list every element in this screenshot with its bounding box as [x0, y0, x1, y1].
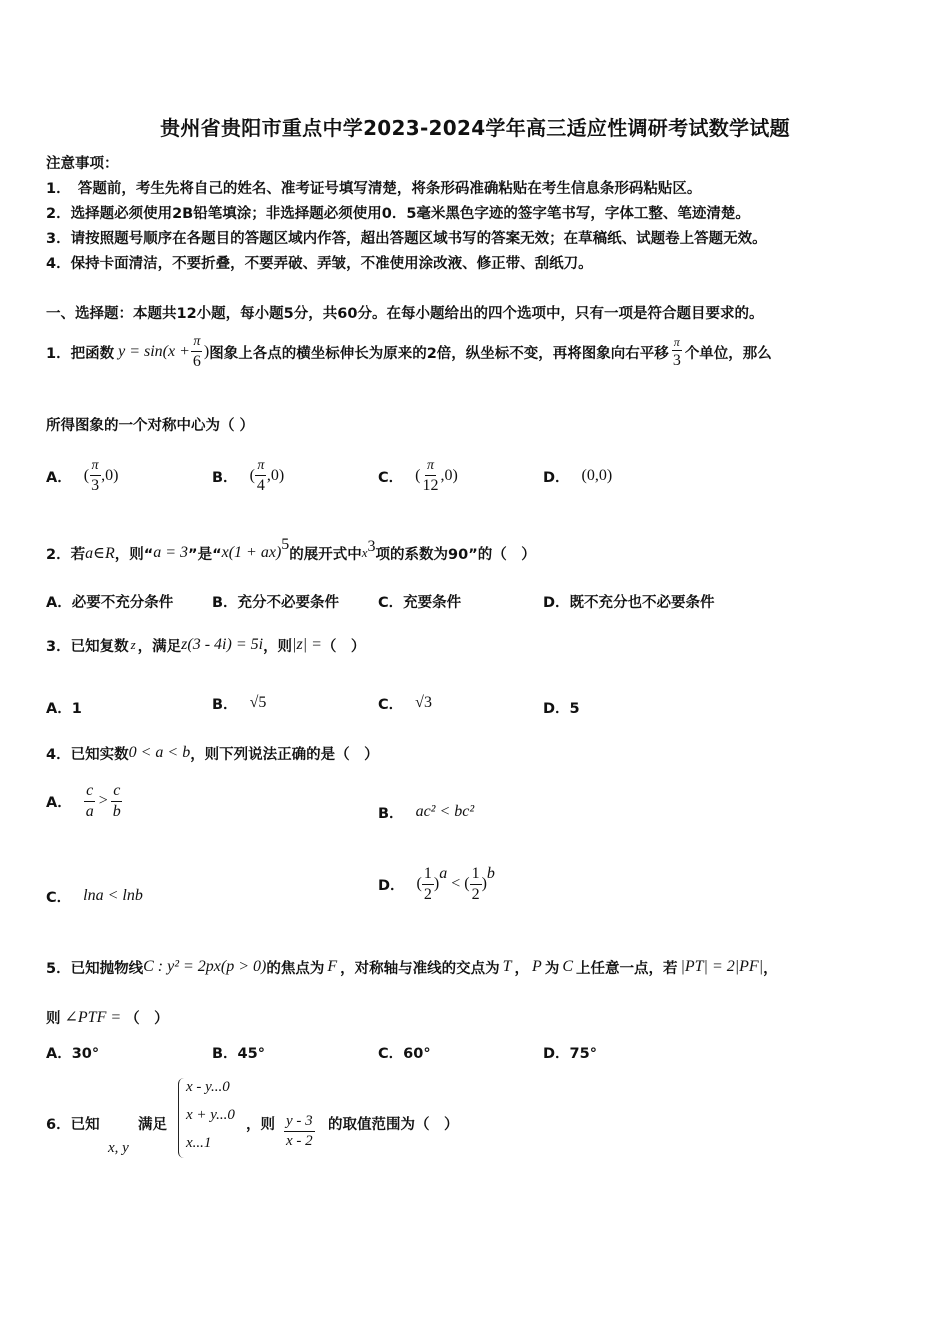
q6-variables: x, y	[108, 1140, 129, 1156]
notice-item: 3．请按照题号顺序在各题目的答题区域内作答，超出答题区域书写的答案无效；在草稿纸、试题卷上答题无效。	[46, 231, 767, 247]
q3-option-b[interactable]: B． √5	[212, 694, 267, 713]
question-5: 5．已知抛物线 C : y² = 2px(p > 0) 的焦点为 F ，对称轴与准线的交点为 T ， P 为 C 上任意一点，若 |PT| = 2|PF| ，	[46, 958, 778, 977]
q6-fraction: $\frac{y - 3}{x - 2}$	[286, 1113, 313, 1149]
q1-line2: 所得图象的一个对称中心为（ ）	[46, 418, 255, 434]
q2-condition: a∈R	[85, 545, 115, 562]
q5-option-d[interactable]: D．75°	[543, 1046, 597, 1062]
q5-parabola: C : y² = 2px(p > 0)	[143, 958, 267, 975]
q6-post-text: 的取值范围为（ ）	[328, 1117, 459, 1133]
question-2: 2．若 a∈R ，则“ a = 3 ”是“ x(1 + ax) $^5$ 的展开式中 x $^3$ 项的系数为90”的（ ）	[46, 536, 536, 563]
q1-option-a[interactable]: A． ( $\frac{\pi}{3}$ ,0)	[46, 457, 119, 494]
q4-option-d[interactable]: D． ( $\frac{1}{2}$ ) $^a$ < ( $\frac{1}{2}$ ) $^b$	[378, 864, 495, 903]
q1-middle-text: 图象上各点的横坐标伸长为原来的2倍，纵坐标不变，再将图象向右平移	[209, 345, 669, 362]
q3-option-c[interactable]: C． √3	[378, 694, 432, 713]
q6-constraint-1: x - y...0	[186, 1079, 230, 1095]
page-title: 贵州省贵阳市重点中学2023-2024学年高三适应性调研考试数学试题	[160, 116, 790, 140]
q2-equation: a = 3	[153, 544, 189, 561]
q2-expression: x(1 + ax)	[221, 544, 282, 561]
q2-option-c[interactable]: C．充要条件	[378, 595, 462, 611]
q5-line2: 则 ∠PTF = （ ）	[46, 1009, 169, 1027]
q6-constraint-2: x + y...0	[186, 1107, 235, 1123]
q1-post-text: 个单位，那么	[684, 345, 772, 362]
q1-option-c[interactable]: C． ( $\frac{\pi}{12}$ ,0)	[378, 457, 458, 494]
q6-then: ，则	[246, 1117, 275, 1133]
q1-pi-over-6: $\frac{\pi}{6}$	[192, 333, 201, 370]
q1-close-paren: )	[203, 343, 210, 360]
q2-option-d[interactable]: D．既不充分也不必要条件	[543, 595, 715, 611]
q6-satisfy: 满足	[138, 1117, 167, 1133]
q4-option-a[interactable]: A． $\frac{c}{a}$ > $\frac{c}{b}$	[46, 781, 121, 820]
q3-option-d[interactable]: D．5	[543, 701, 580, 717]
q2-option-a[interactable]: A．必要不充分条件	[46, 595, 174, 611]
q1-option-b[interactable]: B． ( $\frac{\pi}{4}$ ,0)	[212, 457, 285, 494]
q6-constraint-3: x...1	[186, 1135, 212, 1151]
q3-abs: |z| =	[292, 636, 322, 653]
notice-heading: 注意事项：	[46, 156, 119, 172]
notice-item: 4．保持卡面清洁，不要折叠，不要弄破、弄皱，不准使用涂改液、修正带、刮纸刀。	[46, 256, 593, 272]
section-heading: 一、选择题：本题共12小题，每小题5分，共60分。在每小题给出的四个选项中，只有一项是符合题目要求的。	[46, 306, 764, 322]
question-1	[46, 330, 772, 374]
q4-option-c[interactable]: C． lna < lnb	[46, 887, 143, 906]
notice-item: 1． 答题前，考生先将自己的姓名、准考证号填写清楚，将条形码准确粘贴在考生信息条形码粘贴区。	[46, 181, 702, 197]
q1-option-d[interactable]: D． (0,0)	[543, 467, 613, 486]
q1-pi-over-3: $\frac{\pi}{3}$	[672, 334, 681, 369]
q6-brace	[178, 1078, 185, 1158]
notice-item: 2．选择题必须使用2B铅笔填涂；非选择题必须使用0．5毫米黑色字迹的签字笔书写，字体工整、笔迹清楚。	[46, 206, 750, 222]
question-4: 4．已知实数 0 < a < b ，则下列说法正确的是（ ）	[46, 744, 379, 763]
q5-option-b[interactable]: B．45°	[212, 1046, 265, 1062]
q4-condition: 0 < a < b	[128, 744, 191, 761]
q1-function: y = sin(x +	[118, 343, 190, 360]
q5-condition: |PT| = 2|PF|	[680, 958, 764, 975]
q5-option-a[interactable]: A．30°	[46, 1046, 100, 1062]
question-3: 3．已知复数 z ，满足 z(3 - 4i) = 5i ，则 |z| = （ ）	[46, 636, 366, 655]
q2-option-b[interactable]: B．充分不必要条件	[212, 595, 340, 611]
q5-option-c[interactable]: C．60°	[378, 1046, 431, 1062]
q3-option-a[interactable]: A．1	[46, 701, 82, 717]
q4-option-b[interactable]: B． ac² < bc²	[378, 803, 475, 822]
q3-equation: z(3 - 4i) = 5i	[181, 636, 264, 653]
question-6: 6．已知	[46, 1117, 100, 1133]
q1-prefix: 1．把函数	[46, 345, 115, 362]
